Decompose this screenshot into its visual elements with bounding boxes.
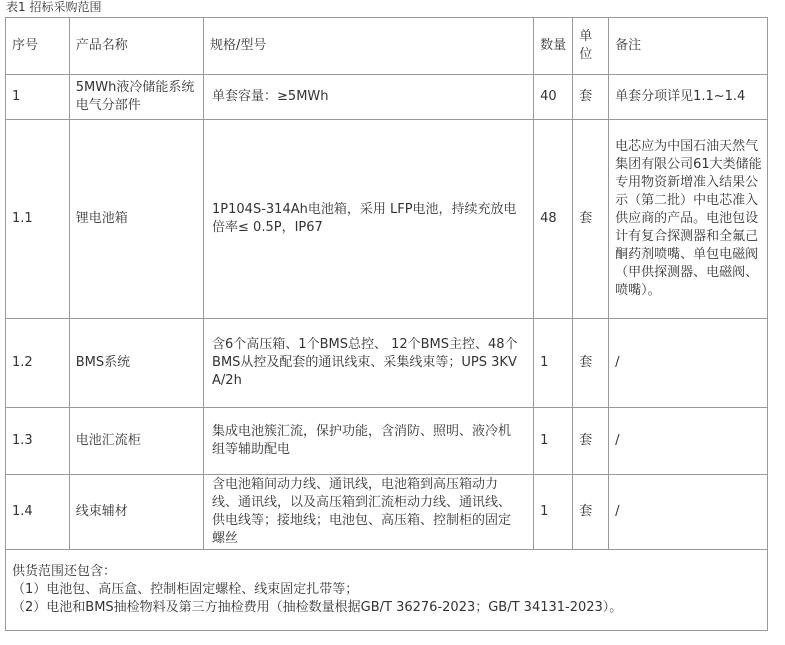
cell-qty: 1 (534, 475, 573, 550)
footer-line-2: （2）电池和BMS抽检物料及第三方抽检费用（抽检数量根据GB/T 36276-2023；GB/T 34131-2023）。 (12, 600, 623, 615)
cell-unit: 套 (573, 408, 609, 475)
header-qty: 数量 (534, 18, 573, 75)
procurement-scope-table (5, 17, 768, 631)
header-seq: 序号 (6, 18, 70, 75)
table-row (6, 408, 768, 475)
cell-spec: 含电池箱间动力线、通讯线，电池箱到高压箱动力线、通讯线，以及高压箱到汇流柜动力线、通讯线、供电线等；接地线；电池包、高压箱、控制柜的固定螺丝 (204, 475, 534, 550)
header-remark: 备注 (609, 18, 768, 75)
table-row (6, 475, 768, 550)
cell-unit: 套 (573, 475, 609, 550)
cell-qty: 1 (534, 408, 573, 475)
header-name: 产品名称 (69, 18, 203, 75)
cell-name: 5MWh液冷储能系统电气分部件 (69, 75, 203, 120)
cell-remark: / (609, 475, 768, 550)
cell-seq: 1.4 (6, 475, 70, 550)
cell-name: BMS系统 (69, 319, 203, 408)
cell-name: 锂电池箱 (69, 120, 203, 319)
table-header-row (6, 18, 768, 75)
cell-qty: 48 (534, 120, 573, 319)
footer-line-1: （1）电池包、高压盒、控制柜固定螺栓、线束固定扎带等； (12, 582, 359, 597)
supply-scope-note (6, 550, 768, 631)
cell-name: 线束辅材 (69, 475, 203, 550)
table-row (6, 75, 768, 120)
table-footer-row (6, 550, 768, 631)
cell-qty: 1 (534, 319, 573, 408)
cell-spec: 含6个高压箱、1个BMS总控、 12个BMS主控、48个BMS从控及配套的通讯线束、采集线束等；UPS 3KVA/2h (204, 319, 534, 408)
cell-remark: 电芯应为中国石油天然气集团有限公司61大类储能专用物资新增准入结果公示（第二批）中电芯准入供应商的产品。电池包设计有复合探测器和全氟己酮药剂喷嘴、单包电磁阀（甲供探测器、电磁阀、喷嘴）。 (609, 120, 768, 319)
footer-line-intro: 供货范围还包含： (12, 564, 117, 579)
cell-remark: / (609, 408, 768, 475)
cell-unit: 套 (573, 75, 609, 120)
cell-unit: 套 (573, 319, 609, 408)
table-row (6, 120, 768, 319)
cell-spec: 单套容量：≥5MWh (204, 75, 534, 120)
cell-remark: / (609, 319, 768, 408)
cell-unit: 套 (573, 120, 609, 319)
table-caption: 表1 招标采购范围 (6, 0, 102, 14)
cell-seq: 1.1 (6, 120, 70, 319)
cell-spec: 1P104S-314Ah电池箱，采用 LFP电池，持续充放电倍率≤ 0.5P，IP67 (204, 120, 534, 319)
cell-remark: 单套分项详见1.1~1.4 (609, 75, 768, 120)
cell-seq: 1 (6, 75, 70, 120)
cell-name: 电池汇流柜 (69, 408, 203, 475)
header-unit: 单位 (573, 18, 609, 75)
cell-qty: 40 (534, 75, 573, 120)
table-row (6, 319, 768, 408)
cell-seq: 1.3 (6, 408, 70, 475)
header-spec: 规格/型号 (204, 18, 534, 75)
cell-spec: 集成电池簇汇流，保护功能，含消防、照明、液冷机组等辅助配电 (204, 408, 534, 475)
cell-seq: 1.2 (6, 319, 70, 408)
